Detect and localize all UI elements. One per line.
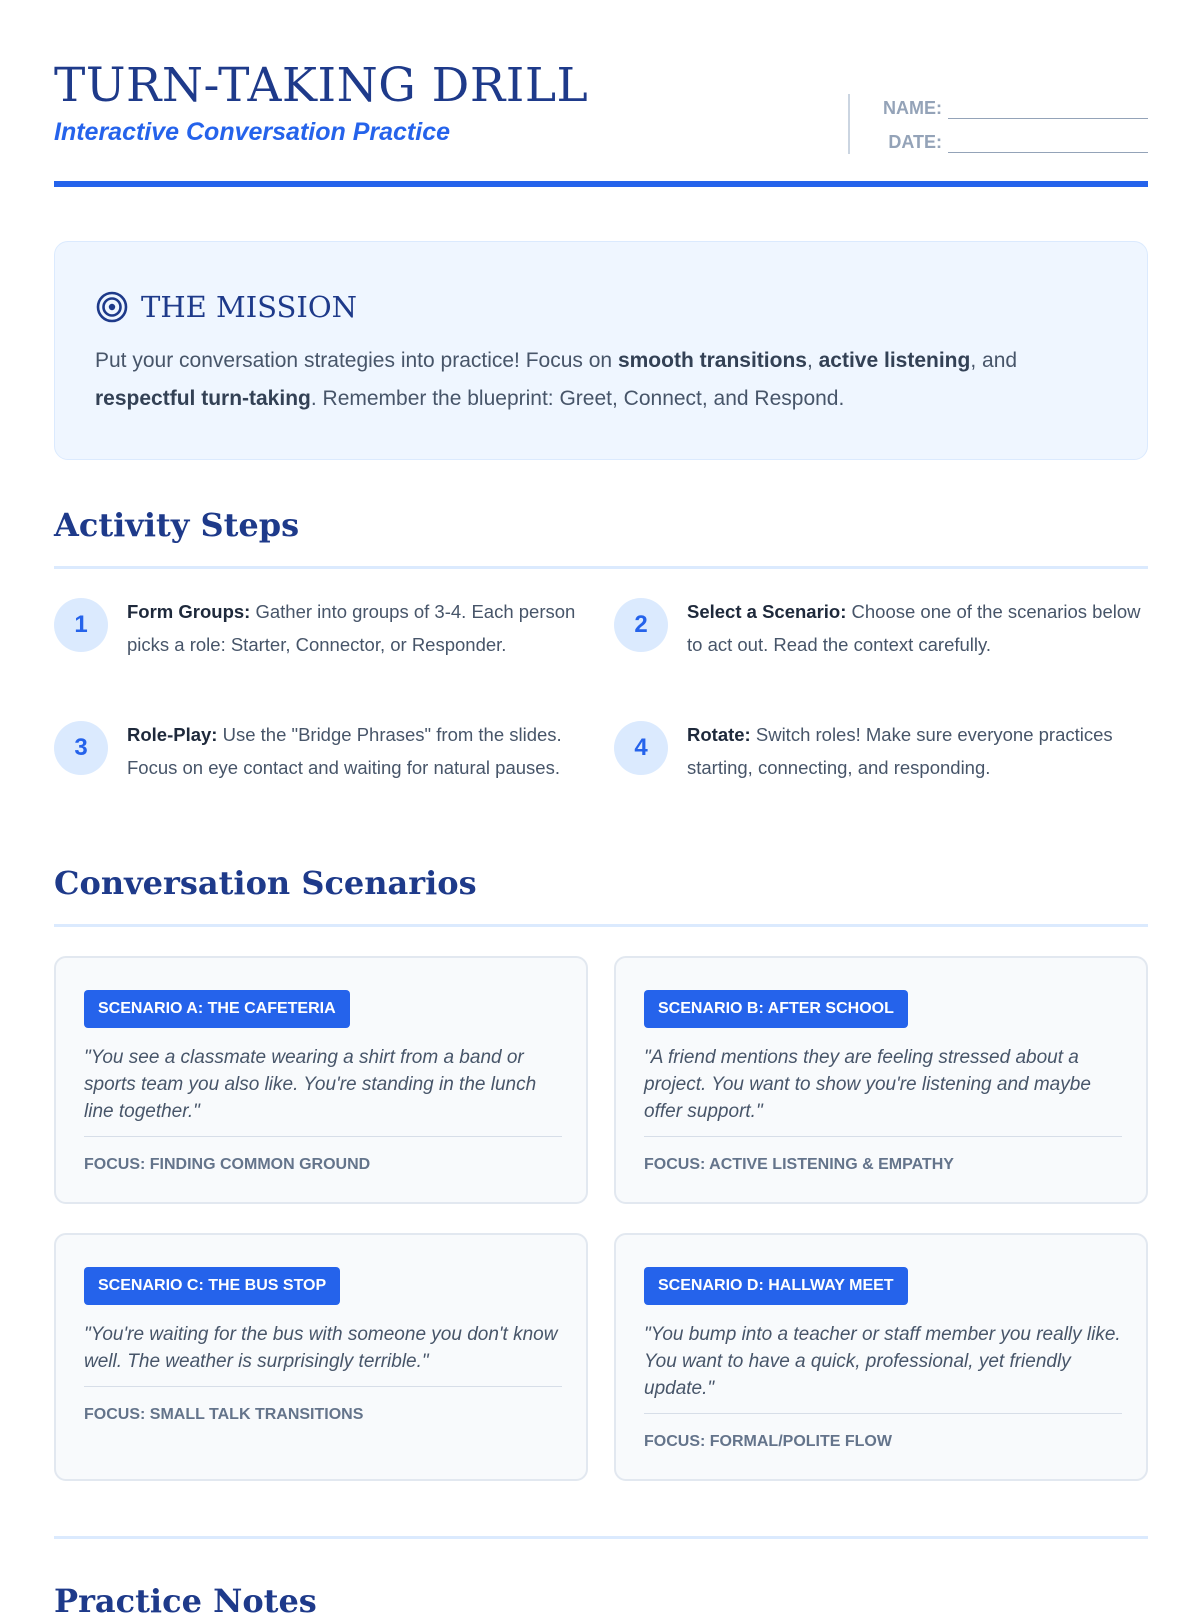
card-divider <box>644 1413 1122 1414</box>
scenario-card-d[interactable] <box>614 1233 1148 1481</box>
scenario-card-c[interactable] <box>54 1233 588 1481</box>
date-label: DATE: <box>888 132 942 152</box>
scenario-focus: FOCUS: FORMAL/POLITE FLOW <box>644 1433 892 1450</box>
card-divider <box>84 1136 562 1137</box>
step-text <box>687 718 1147 784</box>
scenario-tag: SCENARIO A: THE CAFETERIA <box>84 990 350 1028</box>
scenarios-heading: Conversation Scenarios <box>54 864 477 902</box>
scenario-tag: SCENARIO D: HALLWAY MEET <box>644 1267 908 1305</box>
mission-emphasis: smooth transitions <box>617 349 807 372</box>
scenario-card-a[interactable] <box>54 956 588 1204</box>
worksheet-header <box>54 0 1148 190</box>
mission-title: THE MISSION <box>141 290 357 324</box>
header-divider <box>54 181 1148 187</box>
scenario-card-b[interactable] <box>614 956 1148 1204</box>
scenario-focus: FOCUS: SMALL TALK TRANSITIONS <box>84 1406 364 1423</box>
mission-text-part: , and <box>970 349 1018 372</box>
card-divider <box>644 1136 1122 1137</box>
step-label: Select a Scenario: <box>687 601 847 622</box>
mission-heading <box>95 290 357 324</box>
name-date-block <box>848 94 1148 154</box>
step-text <box>127 595 587 661</box>
step-number: 3 <box>54 721 108 775</box>
target-icon <box>95 290 129 324</box>
practice-notes-heading: Practice Notes <box>54 1582 317 1620</box>
date-field[interactable] <box>948 137 1148 153</box>
scenario-quote: "You see a classmate wearing a shirt from a band or sports team you also like. You're standing in the lunch line together." <box>84 1047 537 1122</box>
step-label: Form Groups: <box>127 601 251 622</box>
step-description: Gather into groups of 3-4. Each person picks a role: Starter, Connector, or Responder. <box>127 601 576 655</box>
name-row <box>883 98 1148 119</box>
card-divider <box>84 1386 562 1387</box>
section-divider <box>54 1536 1148 1539</box>
scenario-focus: FOCUS: FINDING COMMON GROUND <box>84 1156 371 1173</box>
step-description: Choose one of the scenarios below to act out. Read the context carefully. <box>687 601 1141 655</box>
section-divider <box>54 566 1148 569</box>
step-label: Rotate: <box>687 724 751 745</box>
scenario-quote: "You bump into a teacher or staff member you really like. You want to have a quick, professional, yet friendly update." <box>644 1324 1121 1399</box>
page-title: TURN-TAKING DRILL <box>54 58 589 113</box>
step-number: 1 <box>54 598 108 652</box>
name-label: NAME: <box>883 98 942 118</box>
scenario-quote: "You're waiting for the bus with someone you don't know well. The weather is surprisingly terrible." <box>84 1324 558 1372</box>
step-text <box>127 718 587 784</box>
mission-box <box>54 241 1148 460</box>
mission-text <box>95 342 1105 418</box>
step-description: Use the "Bridge Phrases" from the slides. Focus on eye contact and waiting for natural pauses. <box>127 724 562 778</box>
step-label: Role-Play: <box>127 724 218 745</box>
step-number: 2 <box>614 598 668 652</box>
worksheet-page <box>54 0 1148 1620</box>
mission-text-part: . Remember the blueprint: Greet, Connect, and Respond. <box>310 387 845 410</box>
scenario-tag: SCENARIO B: AFTER SCHOOL <box>644 990 908 1028</box>
mission-text-part: Put your conversation strategies into practice! Focus on <box>95 349 618 372</box>
step-description: Switch roles! Make sure everyone practices starting, connecting, and responding. <box>687 724 1113 778</box>
mission-emphasis: respectful turn-taking <box>95 387 311 410</box>
date-row <box>888 132 1148 153</box>
scenario-focus: FOCUS: ACTIVE LISTENING & EMPATHY <box>644 1156 954 1173</box>
activity-steps-heading: Activity Steps <box>54 506 300 544</box>
scenario-tag: SCENARIO C: THE BUS STOP <box>84 1267 340 1305</box>
section-divider <box>54 924 1148 927</box>
step-number: 4 <box>614 721 668 775</box>
scenario-quote: "A friend mentions they are feeling stressed about a project. You want to show you're listening and maybe offer support." <box>644 1047 1091 1122</box>
mission-emphasis: active listening <box>818 349 971 372</box>
page-subtitle: Interactive Conversation Practice <box>54 118 450 146</box>
name-field[interactable] <box>948 103 1148 119</box>
mission-text-part: , <box>806 349 819 372</box>
step-text <box>687 595 1147 661</box>
